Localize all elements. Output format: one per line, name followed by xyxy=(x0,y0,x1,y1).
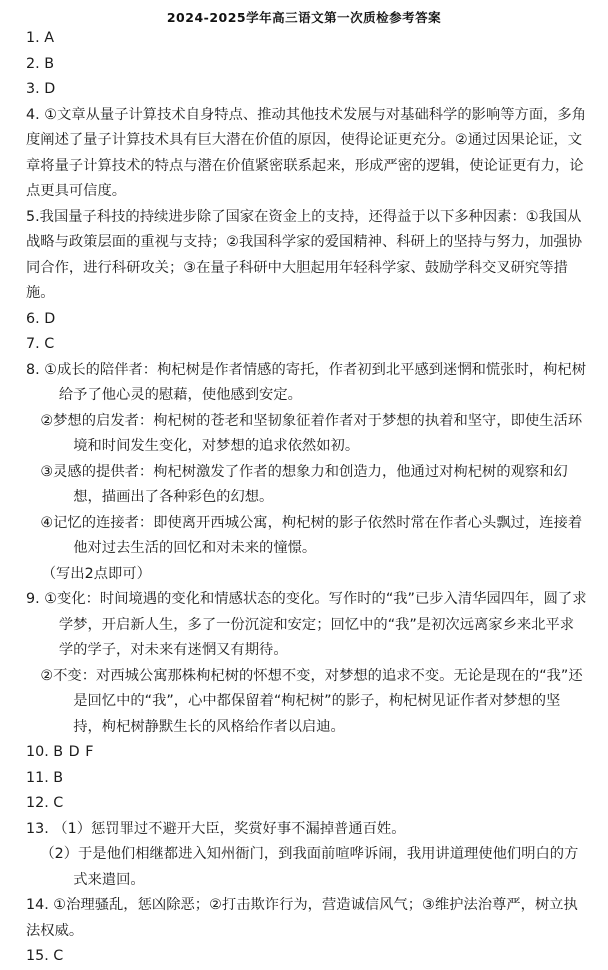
question-number: 5. xyxy=(26,208,40,225)
answer-10 xyxy=(26,740,588,766)
answer-text: B xyxy=(44,55,55,72)
answer-8-item-3: ③灵感的提供者：枸杞树激发了作者的想象力和创造力，他通过对枸杞树的观察和幻想，描画出了各种彩色的幻想。 xyxy=(40,463,568,505)
answer-2 xyxy=(26,52,588,78)
page-title: 2024-2025学年高三语文第一次质检参考答案 xyxy=(166,10,442,25)
answer-text: B xyxy=(53,769,64,786)
question-number: 7. xyxy=(26,336,40,352)
answer-text: B D F xyxy=(53,744,94,760)
answer-7 xyxy=(26,332,588,358)
question-number: 15. xyxy=(26,948,49,964)
answer-8 xyxy=(26,358,588,588)
answer-text: C xyxy=(53,948,64,964)
answer-8-note: （写出2点即可） xyxy=(41,565,151,582)
answer-14 xyxy=(26,893,588,944)
answer-11 xyxy=(26,766,588,792)
answer-6 xyxy=(26,307,588,333)
question-number: 11. xyxy=(26,769,49,786)
question-number: 14. xyxy=(26,897,49,913)
answer-1 xyxy=(26,26,588,52)
answer-text: （1）惩罚罪过不避开大臣，奖赏好事不漏掉普通百姓。 xyxy=(53,820,406,837)
answer-text: C xyxy=(44,336,55,352)
answer-8-item-1 xyxy=(26,358,588,409)
question-number: 8. xyxy=(26,361,40,378)
question-number: 4. xyxy=(26,106,40,123)
answer-9-item-2: ②不变：对西城公寓那株枸杞树的怀想不变，对梦想的追求不变。无论是现在的“我”还是回忆中的“我”，心中都保留着“枸杞树”的影子，枸杞树见证作者对梦想的坚持，枸杞树静默生长的风格给作者以启迪。 xyxy=(40,667,583,735)
question-number: 10. xyxy=(26,744,49,760)
question-number: 3. xyxy=(26,81,40,97)
answer-5 xyxy=(26,205,588,307)
answer-9-item-1 xyxy=(26,587,588,664)
question-number: 6. xyxy=(26,310,40,327)
question-number: 9. xyxy=(26,591,40,607)
question-number: 12. xyxy=(26,795,49,811)
answer-13-part-1 xyxy=(26,817,588,843)
answer-list xyxy=(26,26,588,970)
answer-15 xyxy=(26,944,588,970)
answer-3 xyxy=(26,77,588,103)
answer-13-part-2: （2）于是他们相继都进入知州衙门，到我面前喧哗诉闹，我用讲道理使他们明白的方式来遣回。 xyxy=(40,846,579,888)
question-number: 2. xyxy=(26,55,40,72)
answer-text: ①成长的陪伴者：枸杞树是作者情感的寄托，作者初到北平感到迷惘和慌张时，枸杞树给予了他心灵的慰藉，使他感到安定。 xyxy=(44,361,587,403)
answer-text: D xyxy=(44,310,56,327)
answer-text: A xyxy=(44,30,54,46)
answer-8-item-4: ④记忆的连接者：即使离开西城公寓，枸杞树的影子依然时常在作者心头飘过，连接着他对过去生活的回忆和对未来的憧憬。 xyxy=(40,514,583,556)
question-number: 1. xyxy=(26,30,40,46)
answer-4 xyxy=(26,103,588,205)
answer-12 xyxy=(26,791,588,817)
answer-9 xyxy=(26,587,588,740)
question-number: 13. xyxy=(26,820,49,837)
answer-text: ①变化：时间境遇的变化和情感状态的变化。写作时的“我”已步入清华园四年，圆了求学梦，开启新人生，多了一份沉淀和安定；回忆中的“我”是初次远离家乡来北平求学的学子，对未来有迷惘又有期待。 xyxy=(44,591,587,658)
answer-text: ①文章从量子计算技术自身特点、推动其他技术发展与对基础科学的影响等方面，多角度阐述了量子计算技术具有巨大潜在价值的原因，使得论证更充分。②通过因果论证，文章将量子计算技术的特点与潜在价值紧密联系起来，形成严密的逻辑，使论证更有力，论点更具可信度。 xyxy=(26,106,587,199)
answer-text: ①治理骚乱，惩凶除恶；②打击欺诈行为，营造诚信风气；③维护法治尊严，树立执法权威。 xyxy=(26,897,578,939)
answer-8-item-2: ②梦想的启发者：枸杞树的苍老和坚韧象征着作者对于梦想的执着和坚守，即使生活环境和时间发生变化，对梦想的追求依然如初。 xyxy=(40,412,583,454)
answer-13 xyxy=(26,817,588,894)
answer-text: D xyxy=(44,81,56,97)
answer-text: C xyxy=(53,795,64,811)
answer-text: 我国量子科技的持续进步除了国家在资金上的支持，还得益于以下多种因素：①我国从战略与政策层面的重视与支持；②我国科学家的爱国精神、科研上的坚持与努力，加强协同合作，进行科研攻关；③在量子科研中大胆起用年轻科学家、鼓励学科交叉研究等措施。 xyxy=(26,208,583,301)
